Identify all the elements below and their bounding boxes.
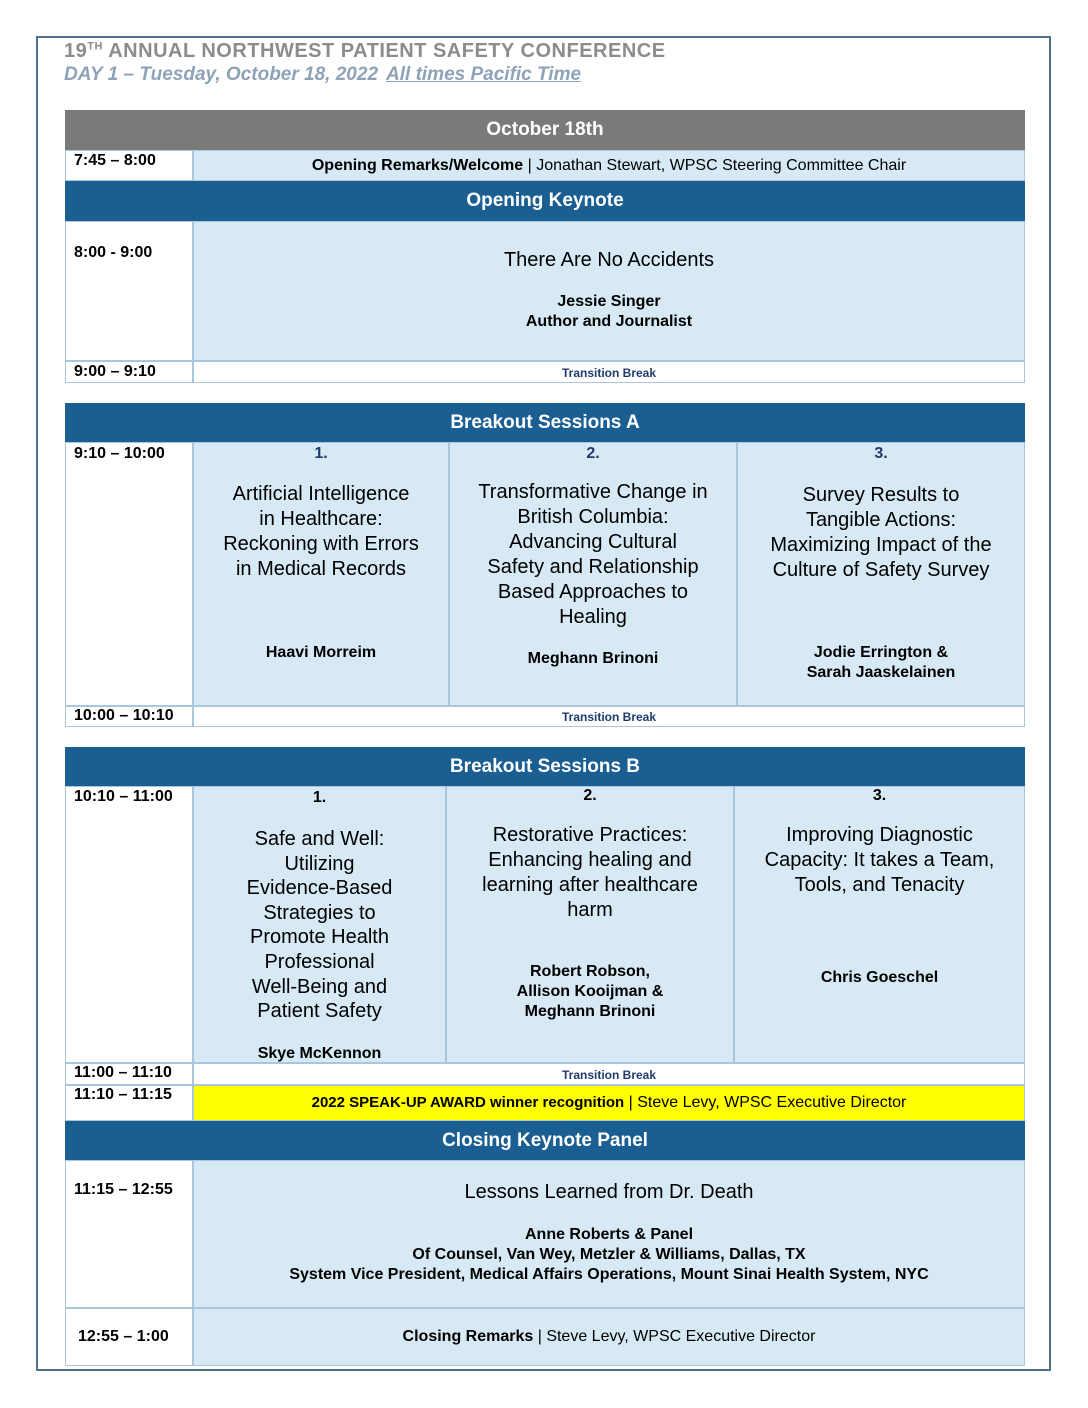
session-speaker: Haavi Morreim [265,644,377,661]
session-title: Improving Diagnostic Capacity: It takes a Team, Tools, and Tenacity [764,824,995,896]
session-title: Artificial Intelligence in Healthcare: Reckoning with Errors in Medical Records [223,483,419,580]
opening-keynote-cell [193,221,1025,361]
day-line: DAY 1 – Tuesday, October 18, 2022 All times Pacific Time [64,64,582,85]
time-opening: 7:45 – 8:00 [65,150,193,181]
session-title: Transformative Change in British Columbia: Advancing Cultural Safety and Relationship Based Approaches to Healing [478,481,708,628]
breakout-b-session-2: 2. Restorative Practices: Enhancing healing and learning after healthcare harm Robert Robson, Allison Kooijman & Meghann Brinoni [446,786,734,1063]
breakout-b-session-1: 1. Safe and Well: Utilizing Evidence-Based Strategies to Promote Health Professional Well-Being and Patient Safety Skye McKennon [193,786,446,1063]
transition-break-2: Transition Break [193,706,1025,727]
opening-keynote-banner: Opening Keynote [65,181,1025,221]
timezone-note: All times Pacific Time [386,64,582,85]
opening-keynote-title: There Are No Accidents [503,249,715,271]
time-transition-2: 10:00 – 10:10 [65,706,193,727]
session-speaker: Jodie Errington & Sarah Jaaskelainen [806,644,956,681]
closing-remarks: Closing Remarks | Steve Levy, WPSC Executive Director [193,1308,1025,1366]
session-title: Safe and Well: Utilizing Evidence-Based Strategies to Promote Health Professional Well-Being and Patient Safety [246,828,393,1023]
time-transition-1: 9:00 – 9:10 [65,361,193,383]
time-award: 11:10 – 11:15 [65,1085,193,1121]
breakout-a-banner: Breakout Sessions A [65,403,1025,442]
breakout-b-banner: Breakout Sessions B [65,747,1025,786]
time-breakout-a: 9:10 – 10:00 [65,442,193,706]
session-speaker: Chris Goeschel [820,969,939,986]
transition-break-1: Transition Break [193,361,1025,383]
session-speaker: Meghann Brinoni [527,650,659,667]
breakout-a-session-1: 1. Artificial Intelligence in Healthcare: Reckoning with Errors in Medical Records Haavi Morreim [193,442,449,706]
closing-keynote-banner: Closing Keynote Panel [65,1121,1025,1160]
time-opening-keynote: 8:00 - 9:00 [65,221,193,361]
session-title: Survey Results to Tangible Actions: Maximizing Impact of the Culture of Safety Survey [770,484,992,581]
session-speaker: Robert Robson, Allison Kooijman & Meghann Brinoni [516,963,664,1020]
closing-keynote-cell [193,1160,1025,1308]
opening-keynote-role: Author and Journalist [525,313,693,330]
date-banner: October 18th [65,110,1025,150]
breakout-b-session-3: 3. Improving Diagnostic Capacity: It takes a Team, Tools, and Tenacity Chris Goeschel [734,786,1025,1063]
closing-keynote-speakers: Anne Roberts & Panel Of Counsel, Van Wey, Metzler & Williams, Dallas, TX System Vice President, Medical Affairs Operations, Mount Sinai Health System, NYC [289,1226,929,1283]
breakout-a-session-2: 2. Transformative Change in British Columbia: Advancing Cultural Safety and Relationship Based Approaches to Healing Meghann Brinoni [449,442,737,706]
time-closing: 12:55 – 1:00 [65,1308,193,1366]
time-transition-3: 11:00 – 11:10 [65,1063,193,1085]
award-recognition: 2022 SPEAK-UP AWARD winner recognition | Steve Levy, WPSC Executive Director [193,1085,1025,1121]
time-closing-keynote: 11:15 – 12:55 [65,1160,193,1308]
closing-keynote-title: Lessons Learned from Dr. Death [464,1181,754,1203]
breakout-a-session-3: 3. Survey Results to Tangible Actions: Maximizing Impact of the Culture of Safety Survey Jodie Errington & Sarah Jaaskelainen [737,442,1025,706]
transition-break-3: Transition Break [193,1063,1025,1085]
time-breakout-b: 10:10 – 11:00 [65,786,193,1063]
session-speaker: Skye McKennon [257,1045,382,1062]
opening-keynote-speaker: Jessie Singer [557,293,661,310]
opening-remarks: Opening Remarks/Welcome | Jonathan Stewart, WPSC Steering Committee Chair [193,150,1025,181]
conference-title: 19TH ANNUAL NORTHWEST PATIENT SAFETY CONFERENCE [64,40,666,62]
session-title: Restorative Practices: Enhancing healing and learning after healthcare harm [482,824,698,921]
